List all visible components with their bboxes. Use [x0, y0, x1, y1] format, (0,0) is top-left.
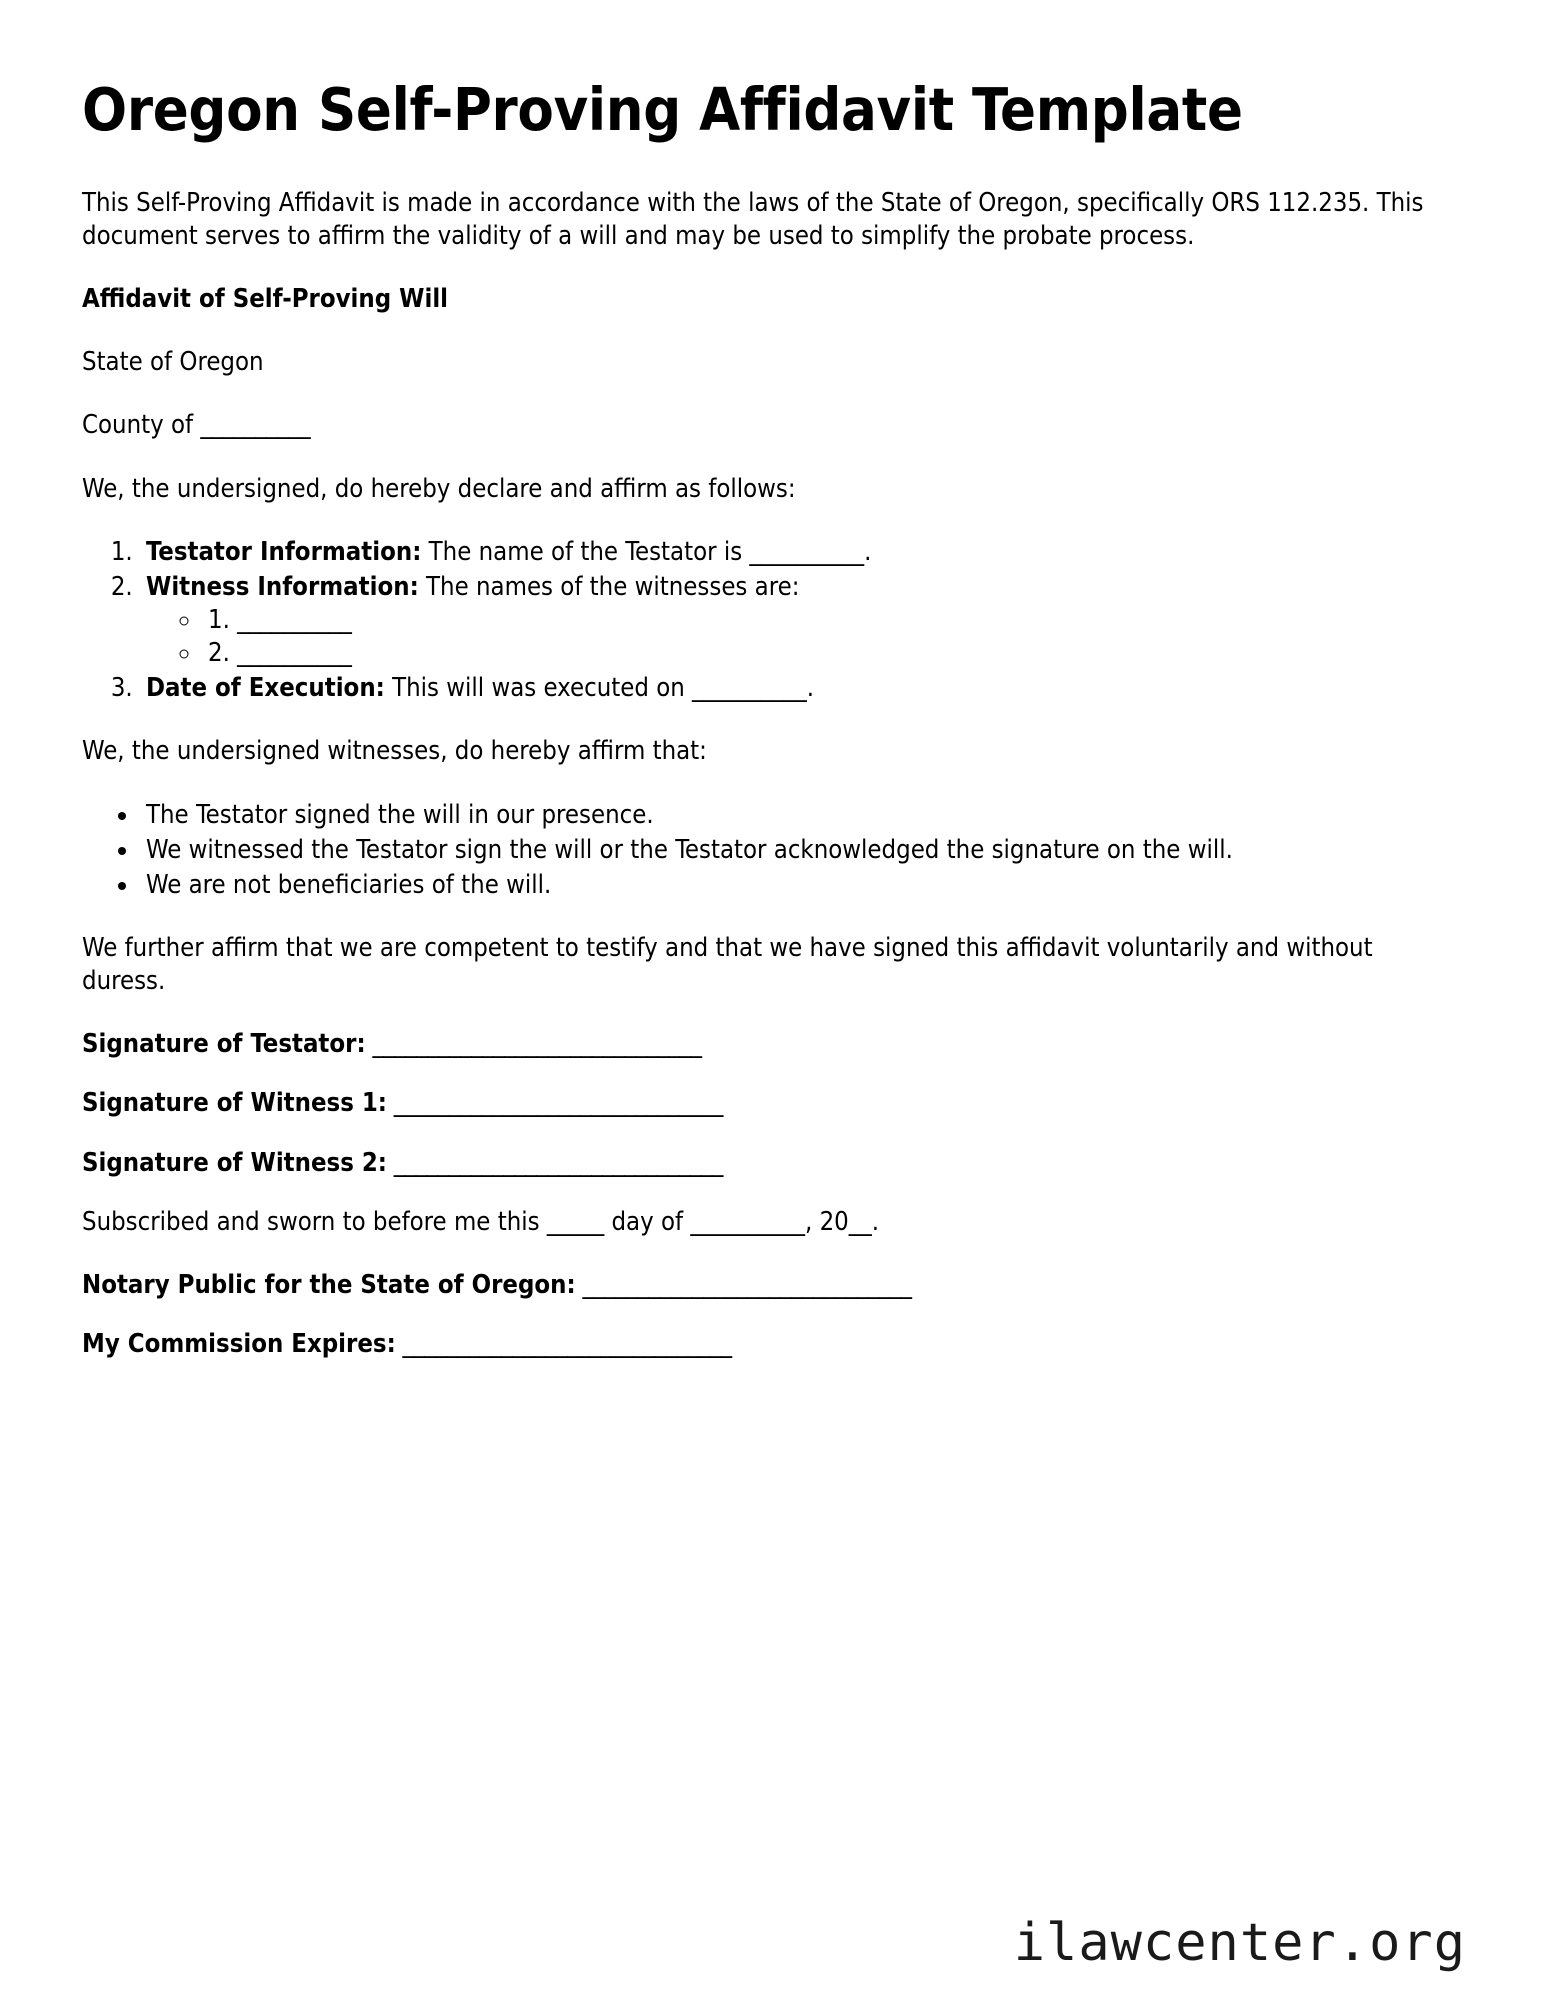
list-item — [140, 536, 1472, 569]
page-title: Oregon Self-Proving Affidavit Template — [82, 75, 1243, 144]
signature-testator — [82, 1028, 1472, 1061]
declaration-list — [82, 536, 1472, 706]
list-item — [140, 672, 1472, 705]
intro-paragraph: This Self-Proving Affidavit is made in accordance with the laws of the State of Oregon, specifically ORS 112.235. This document serves to affirm the validity of a will and may be used to simplify the probate process. — [82, 187, 1424, 252]
sworn-statement: Subscribed and sworn to before me this _____ day of __________, 20__. — [82, 1206, 879, 1237]
notary-public-line — [82, 1269, 1472, 1302]
list-item: • The Testator signed the will in our presence. — [140, 799, 1472, 832]
county-label: County of — [82, 410, 201, 441]
signature-witness-2-blank: ______________________________ — [386, 1147, 723, 1178]
declaration-intro: We, the undersigned, do hereby declare and affirm as follows: — [82, 473, 796, 504]
commission-expires-blank: ______________________________ — [395, 1328, 732, 1359]
list-item: • We are not beneficiaries of the will. — [140, 869, 1472, 902]
witness-names-sublist — [146, 604, 1472, 670]
signature-witness-1 — [82, 1087, 1472, 1120]
signature-testator-blank: ______________________________ — [365, 1029, 702, 1060]
witness-affirmation-list — [82, 799, 1472, 902]
state-line: State of Oregon — [82, 347, 264, 378]
section-heading-affidavit: Affidavit of Self-Proving Will — [82, 284, 449, 315]
site-watermark: ilawcenter.org — [1013, 1913, 1466, 1973]
list-item-label: Date of Execution: — [146, 673, 385, 704]
list-item: • We witnessed the Testator sign the will or the Testator acknowledged the signature on the will. — [140, 834, 1472, 867]
signature-witness-1-blank: ______________________________ — [386, 1088, 723, 1119]
list-item: ◦ 1. __________ — [202, 604, 1472, 637]
county-line — [82, 409, 1452, 442]
commission-expires-label: My Commission Expires: — [82, 1328, 396, 1359]
list-item — [140, 571, 1472, 670]
notary-public-blank: ______________________________ — [575, 1269, 912, 1300]
commission-expires-line — [82, 1328, 1472, 1361]
county-blank: __________ — [200, 410, 311, 441]
list-item-label: Testator Information: — [146, 536, 422, 567]
list-item-text: This will was executed on __________. — [384, 673, 815, 704]
signature-witness-2 — [82, 1147, 1472, 1180]
signature-witness-2-label: Signature of Witness 2: — [82, 1147, 387, 1178]
list-item-text: The names of the witnesses are: — [418, 571, 800, 602]
signature-testator-label: Signature of Testator: — [82, 1029, 366, 1060]
further-affirm-paragraph: We further affirm that we are competent to testify and that we have signed this affidavit voluntarily and without duress. — [82, 933, 1373, 997]
witness-intro: We, the undersigned witnesses, do hereby affirm that: — [82, 736, 707, 767]
list-item-label: Witness Information: — [146, 571, 419, 602]
document-content — [82, 75, 1472, 1361]
notary-public-label: Notary Public for the State of Oregon: — [82, 1269, 576, 1300]
list-item-text: The name of the Testator is __________. — [421, 536, 872, 567]
list-item: ◦ 2. __________ — [202, 637, 1472, 670]
signature-witness-1-label: Signature of Witness 1: — [82, 1088, 387, 1119]
